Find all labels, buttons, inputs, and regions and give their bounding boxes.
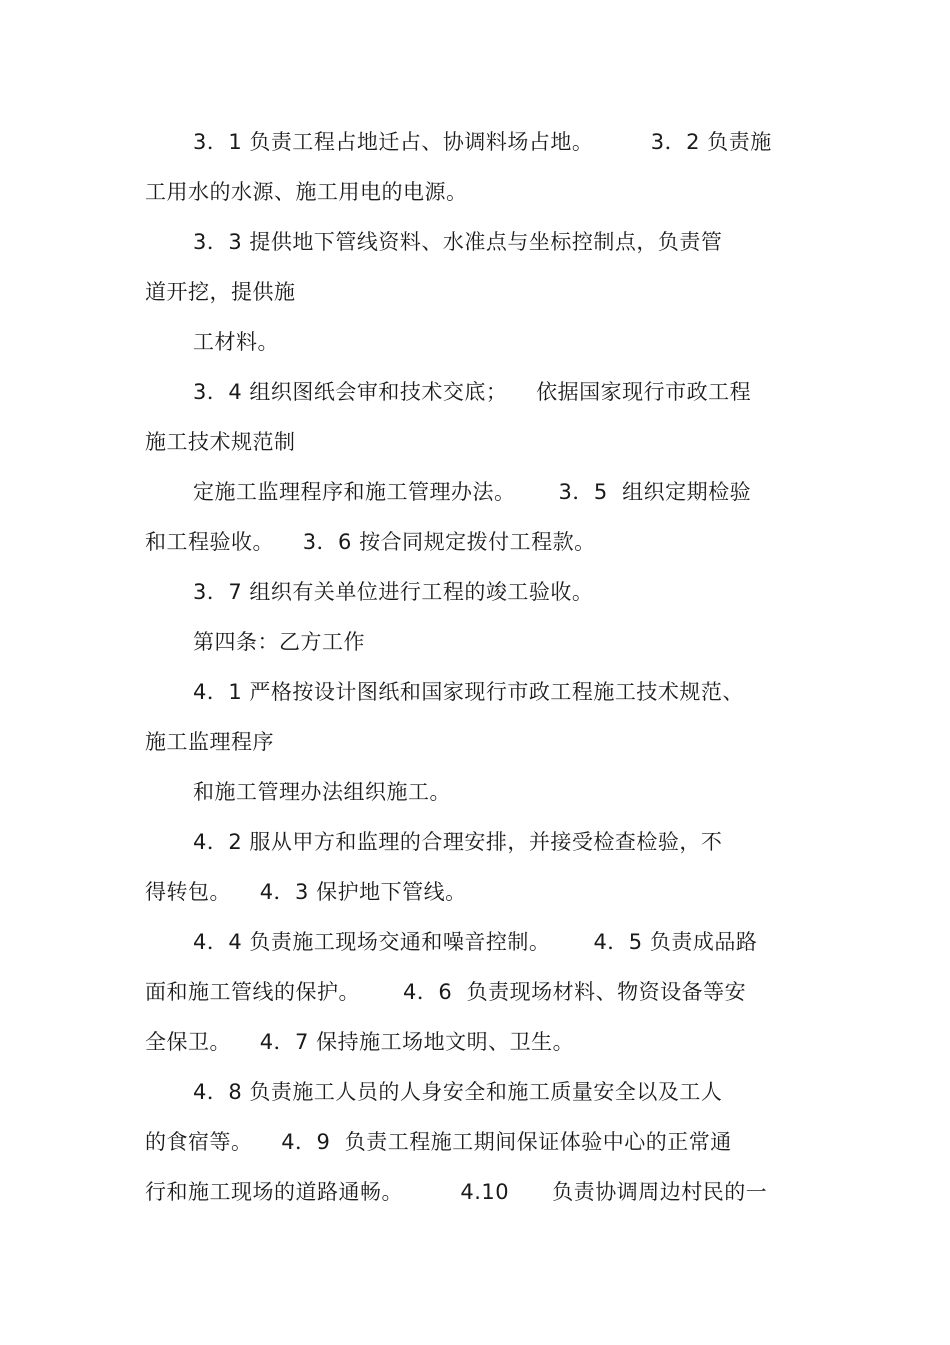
text-line-8: 定施工监理程序和施工管理办法。 3．5 组织定期检验: [193, 480, 752, 504]
text-line-2: 工用水的水源、施工用电的电源。: [145, 180, 468, 204]
text-line-9: 和工程验收。 3．6 按合同规定拨付工程款。: [145, 530, 596, 554]
text-line-19: 全保卫。 4．7 保持施工场地文明、卫生。: [145, 1030, 575, 1054]
text-line-15: 4．2 服从甲方和监理的合理安排，并接受检查检验，不: [193, 830, 723, 854]
text-line-18: 面和施工管线的保护。 4．6 负责现场材料、物资设备等安: [145, 980, 747, 1004]
text-line-22: 行和施工现场的道路通畅。 4.10 负责协调周边村民的一: [145, 1180, 768, 1204]
text-line-17: 4．4 负责施工现场交通和噪音控制。 4．5 负责成品路: [193, 930, 758, 954]
text-line-12: 4．1 严格按设计图纸和国家现行市政工程施工技术规范、: [193, 680, 744, 704]
text-line-20: 4．8 负责施工人员的人身安全和施工质量安全以及工人: [193, 1080, 723, 1104]
text-line-13: 施工监理程序: [145, 730, 274, 754]
text-line-6: 3．4 组织图纸会审和技术交底； 依据国家现行市政工程: [193, 380, 752, 404]
text-line-5: 工材料。: [193, 330, 279, 354]
section-heading: 第四条：乙方工作: [193, 630, 365, 654]
text-line-4: 道开挖，提供施: [145, 280, 296, 304]
text-line-21: 的食宿等。 4．9 负责工程施工期间保证体验中心的正常通: [145, 1130, 732, 1154]
text-line-10: 3．7 组织有关单位进行工程的竣工验收。: [193, 580, 594, 604]
text-line-7: 施工技术规范制: [145, 430, 296, 454]
text-line-1: 3．1 负责工程占地迁占、协调料场占地。 3．2 负责施: [193, 130, 772, 154]
text-line-3: 3．3 提供地下管线资料、水准点与坐标控制点，负责管: [193, 230, 723, 254]
text-line-16: 得转包。 4．3 保护地下管线。: [145, 880, 467, 904]
text-line-14: 和施工管理办法组织施工。: [193, 780, 451, 804]
